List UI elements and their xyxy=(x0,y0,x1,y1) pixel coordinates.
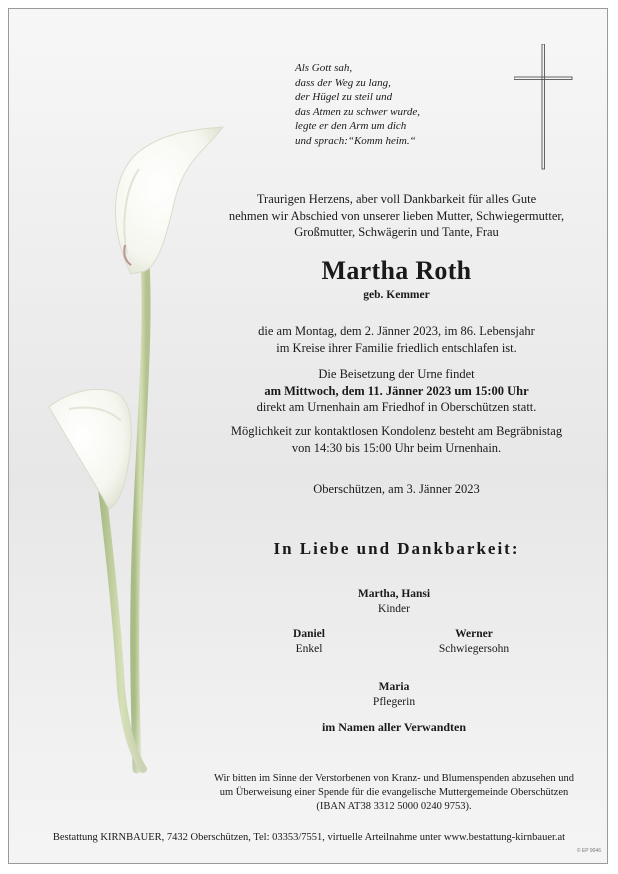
obituary-card xyxy=(8,8,608,864)
deceased-name: Martha Roth xyxy=(321,256,472,285)
mourner-name: Daniel xyxy=(293,628,325,640)
maiden-name: geb. Kemmer xyxy=(363,289,430,301)
death-line: im Kreise ihrer Familie friedlich entschlafen ist. xyxy=(276,340,517,355)
intro-line: Großmutter, Schwägerin und Tante, Frau xyxy=(294,225,499,239)
copyright-mark: © EP 9046 xyxy=(576,848,601,854)
mourner xyxy=(239,627,379,657)
funeral-line: direkt am Urnenhain am Friedhof in Oberschützen statt. xyxy=(256,400,537,414)
thanks-heading: In Liebe und Dankbarkeit: xyxy=(273,539,520,558)
request-line: um Überweisung einer Spende für die evangelische Muttergemeinde Oberschützen xyxy=(219,787,569,798)
funeral-home-footer: Bestattung KIRNBAUER, 7432 Oberschützen, Tel: 03353/7551, virtuelle Arteilnahme unter www.bestattung-kirnbauer.at xyxy=(52,832,566,843)
place-date: Oberschützen, am 3. Jänner 2023 xyxy=(313,482,480,496)
mourner-relation: Enkel xyxy=(295,643,323,655)
condolence-line: Möglichkeit zur kontaktlosen Kondolenz besteht am Begräbnistag xyxy=(230,424,563,438)
mourner-name: Martha, Hansi xyxy=(357,588,431,600)
intro-text xyxy=(199,191,594,241)
poem-line: der Hügel zu steil und xyxy=(295,91,393,103)
upper-stem xyxy=(135,264,146,769)
funeral-notice xyxy=(199,366,594,416)
mourner-relation: Schwiegersohn xyxy=(438,643,510,655)
intro-line: nehmen wir Abschied von unserer lieben Mutter, Schwiegermutter, xyxy=(228,208,565,223)
poem-line: das Atmen zu schwer wurde, xyxy=(295,105,420,118)
poem-line: Als Gott sah, xyxy=(295,62,353,74)
request-line: (IBAN AT38 3312 5000 0240 9753). xyxy=(316,801,472,812)
death-notice xyxy=(199,323,594,356)
mourner xyxy=(309,680,479,710)
mourner xyxy=(309,587,479,617)
poem-line: legte er den Arm um dich xyxy=(295,120,407,132)
poem xyxy=(295,61,465,148)
mourner xyxy=(399,627,549,657)
request-line: Wir bitten im Sinne der Verstorbenen von Kranz- und Blumenspenden abzusehen und xyxy=(213,773,575,784)
condolence-notice xyxy=(199,423,594,456)
donation-request xyxy=(179,772,608,814)
death-line: die am Montag, dem 2. Jänner 2023, im 86. Lebensjahr xyxy=(258,324,535,338)
funeral-date: am Mittwoch, dem 11. Jänner 2023 um 15:00 Uhr xyxy=(264,383,529,398)
funeral-line: Die Beisetzung der Urne findet xyxy=(318,367,475,381)
mourner-relation: Kinder xyxy=(378,603,410,615)
mourner-relation: Pflegerin xyxy=(372,696,416,708)
condolence-line: von 14:30 bis 15:00 Uhr beim Urnenhain. xyxy=(291,440,502,455)
all-relatives: im Namen aller Verwandten xyxy=(321,720,467,734)
cross-icon xyxy=(514,44,574,174)
mourner-name: Maria xyxy=(378,681,410,693)
intro-line: Traurigen Herzens, aber voll Dankbarkeit für alles Gute xyxy=(256,192,537,206)
poem-line: dass der Weg zu lang, xyxy=(295,76,391,89)
poem-line: und sprach:“Komm heim.“ xyxy=(295,134,416,147)
mourner-name: Werner xyxy=(455,628,493,640)
